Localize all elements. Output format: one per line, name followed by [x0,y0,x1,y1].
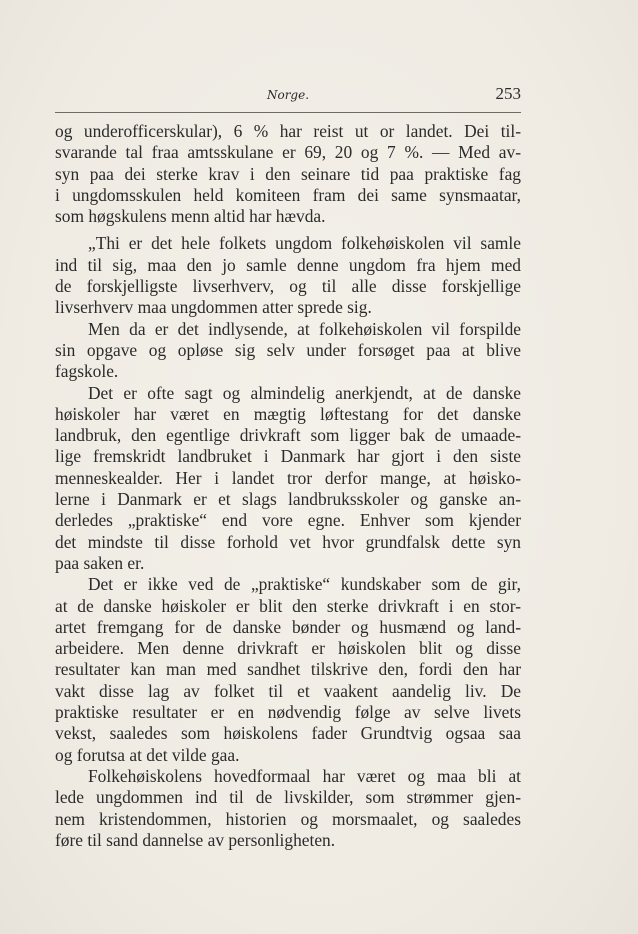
text-line: i ungdomsskulen held komiteen fram dei same synsmaatar, [55,184,521,205]
text-line: Det er ofte sagt og almindelig anerkjendt, at de danske [88,382,521,403]
text-line: derledes „praktiske“ end vore egne. Enhver som kjender [55,510,521,531]
text-line: Det er ikke ved de „praktiske“ kundskaber som de gir, [88,574,521,595]
paragraph-5 [55,574,521,766]
text-line: lede ungdommen ind til de livskilder, som strømmer gjen- [55,787,521,808]
paragraph-1 [55,121,521,227]
text-line: praktiske resultater er en nødvendig følge av selve livets [55,702,521,723]
text-line: det mindste til disse forhold vet hvor grundfalsk dette syn [55,531,521,552]
paragraph-3 [55,319,521,383]
paragraph-2 [55,233,521,318]
text-line: Men da er det indlysende, at folkehøiskolen vil forspilde [88,318,521,339]
text-line: høiskoler har været en mægtig løftestang for det danske [55,403,521,424]
text-line: nem kristendommen, historien og morsmaalet, og saaledes [55,808,521,829]
text-line: vakt disse lag av folket til et vaakent aandelig liv. De [55,680,521,701]
text-line: livserhverv maa ungdommen atter sprede sig. [55,297,372,318]
body-text [55,121,521,851]
text-line: Folkehøiskolens hovedformaal har været og maa bli at [88,765,521,786]
text-line: landbruk, den egentlige drivkraft som ligger bak de umaade- [55,425,521,446]
text-line: svarande tal fraa amtsskulane er 69, 20 og 7 %. — Med av- [55,142,521,163]
text-line: fagskole. [55,361,119,382]
text-line: „Thi er det hele folkets ungdom folkehøiskolen vil samle [88,233,521,254]
paragraph-6 [55,766,521,851]
header-rule [55,112,521,113]
text-line: de forskjelligste livserhverv, og til alle disse forskjellige [55,276,521,297]
paragraph-4 [55,383,521,575]
text-line: menneskealder. Her i landet tror derfor mange, at høisko- [55,467,521,488]
text-line: føre til sand dannelse av personligheten. [55,829,336,850]
page-number: 253 [495,84,521,103]
text-line: resultater kan man med sandhet tilskrive den, fordi den har [55,659,521,680]
text-line: og forutsa at det vilde gaa. [55,744,240,765]
text-line: artet fremgang for de danske bønder og husmænd og land- [55,616,521,637]
text-line: at de danske høiskoler er blit den sterke drivkraft i en stor- [55,595,521,616]
text-line: ind til sig, maa den jo samle denne ungdom fra hjem med [55,254,521,275]
text-line: som høgskulens menn altid har hævda. [55,206,326,227]
text-line: syn paa dei sterke krav i den seinare tid paa praktiske fag [55,163,521,184]
running-head: Norge. [266,88,310,102]
text-line: og underofficerskular), 6 % har reist ut or landet. Dei til- [55,121,521,141]
text-line: arbeidere. Men denne drivkraft er høiskolen blit og disse [55,638,521,659]
text-line: lerne i Danmark er et slags landbruksskoler og ganske an- [55,489,521,510]
text-line: sin opgave og opløse sig selv under forsøget paa at blive [55,339,521,360]
text-line: paa saken er. [55,552,145,573]
text-line: vekst, saaledes som høiskolens fader Grundtvig ogsaa saa [55,723,521,744]
page-header [55,84,521,110]
text-line: lige fremskridt landbruket i Danmark har gjort i den siste [55,446,521,467]
